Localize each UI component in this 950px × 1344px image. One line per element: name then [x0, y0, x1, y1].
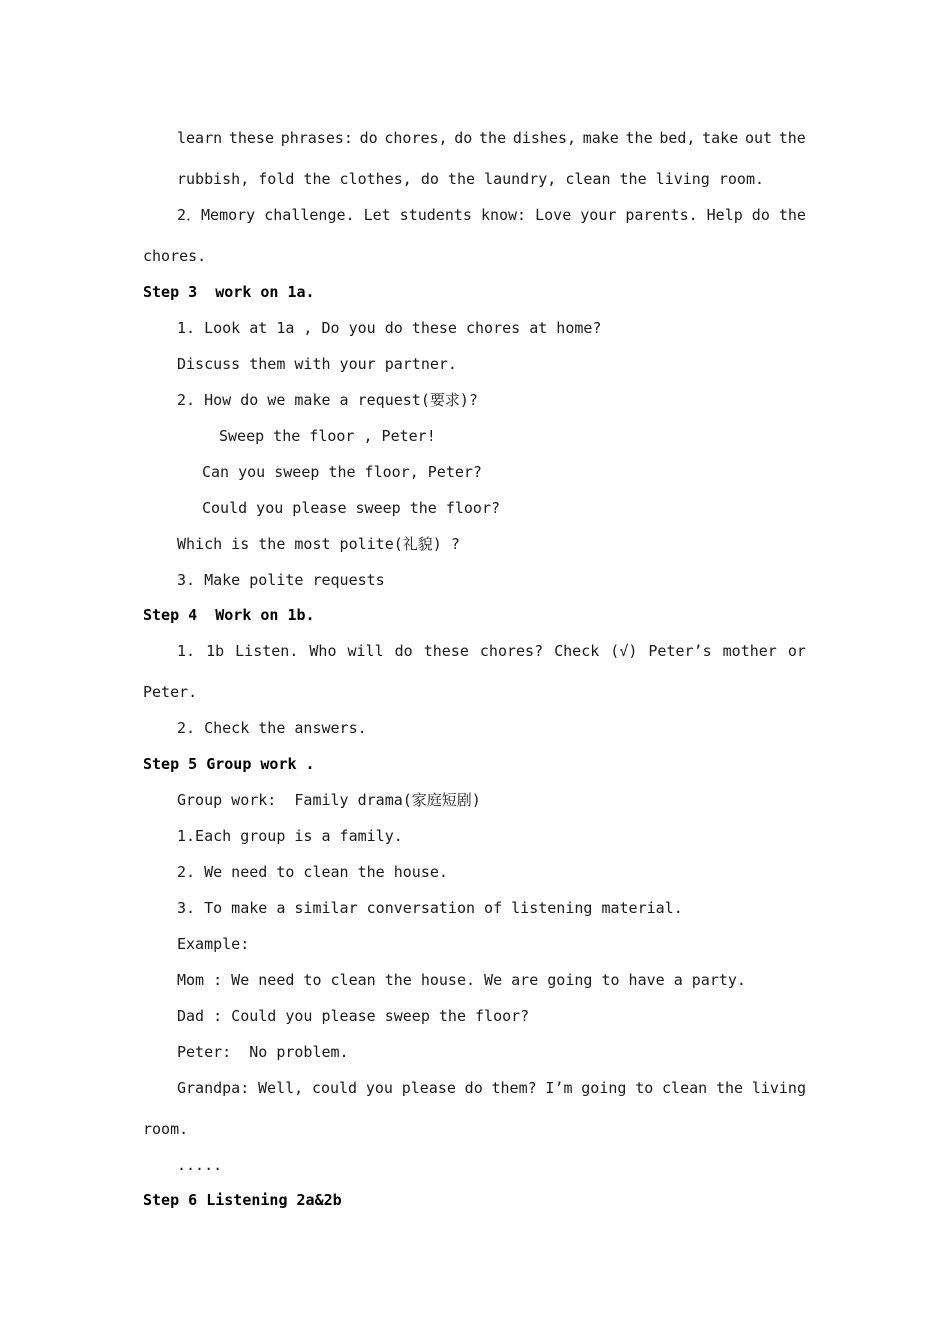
dialogue-peter: Peter: No problem. — [177, 1043, 349, 1061]
word: the — [479, 129, 507, 147]
word: Grandpa: — [177, 1079, 250, 1097]
word: challenge. — [264, 206, 355, 224]
dialogue-ellipsis: ..... — [177, 1156, 223, 1174]
word: I’m — [545, 1079, 573, 1097]
request-example-2: Can you sweep the floor, Peter? — [202, 463, 482, 481]
request-example-1: Sweep the floor , Peter! — [219, 427, 436, 445]
word: could — [311, 1079, 358, 1097]
step3-item-3: 3. Make polite requests — [177, 571, 385, 589]
word: Peter’s — [648, 642, 712, 660]
word: or — [787, 642, 806, 660]
word: them? — [491, 1079, 537, 1097]
word: your — [580, 206, 617, 224]
example-label: Example: — [177, 935, 250, 953]
memory-challenge-line-1 — [177, 205, 806, 225]
word: 1. — [177, 642, 196, 660]
word: take — [702, 129, 739, 147]
word: living — [751, 1079, 806, 1097]
word: chores, — [384, 129, 448, 147]
dialogue-grandpa-line-2: room. — [143, 1120, 189, 1138]
dialogue-grandpa-line-1 — [177, 1078, 806, 1098]
word: out — [744, 129, 773, 147]
word: know: — [480, 206, 527, 224]
word: do — [454, 129, 473, 147]
word: dishes, — [512, 129, 577, 147]
word: do — [359, 129, 378, 147]
word: learn — [177, 129, 223, 147]
step5-item-2: 2. We need to clean the house. — [177, 863, 448, 881]
memory-challenge-line-2: chores. — [143, 247, 207, 265]
word: Well, — [258, 1079, 304, 1097]
phrases-line-2: rubbish, fold the clothes, do the laundry, clean the living room. — [177, 170, 764, 188]
word: Help — [706, 206, 743, 224]
word: chores? — [479, 642, 544, 660]
polite-question: Which is the most polite(礼貌) ? — [177, 535, 460, 553]
step6-heading: Step 6 Listening 2a&2b — [143, 1191, 342, 1209]
word: 1b — [206, 642, 225, 660]
word: you — [365, 1079, 393, 1097]
word: will — [347, 642, 384, 660]
word: mother — [722, 642, 777, 660]
word: do — [751, 206, 770, 224]
word: students — [399, 206, 472, 224]
word: phrases: — [280, 129, 353, 147]
word: Listen. — [235, 642, 299, 660]
word: going — [581, 1079, 627, 1097]
step3-item-2: 2. How do we make a request(要求)? — [177, 391, 478, 409]
word: these — [228, 129, 274, 147]
phrases-line-1 — [177, 128, 806, 148]
word: do — [464, 1079, 483, 1097]
word: the — [778, 206, 806, 224]
word: to — [635, 1079, 654, 1097]
step5-item-1: 1.Each group is a family. — [177, 827, 403, 845]
word: (√) — [610, 642, 638, 660]
word: do — [394, 642, 413, 660]
step4-item-2: 2. Check the answers. — [177, 719, 367, 737]
step5-heading: Step 5 Group work . — [143, 755, 315, 773]
step4-heading: Step 4 Work on 1b. — [143, 606, 315, 624]
word: parents. — [625, 206, 698, 224]
step5-item-3: 3. To make a similar conversation of listening material. — [177, 899, 683, 917]
word: clean — [662, 1079, 708, 1097]
word: Let — [363, 206, 391, 224]
dialogue-mom: Mom : We need to clean the house. We are going to have a party. — [177, 971, 746, 989]
word: Check — [554, 642, 600, 660]
step3-item-1-continued: Discuss them with your partner. — [177, 355, 457, 373]
request-example-3: Could you please sweep the floor? — [202, 499, 501, 517]
word: please — [401, 1079, 456, 1097]
group-work-intro: Group work: Family drama(家庭短剧) — [177, 791, 481, 809]
word: the — [715, 1079, 744, 1097]
dialogue-dad: Dad : Could you please sweep the floor? — [177, 1007, 530, 1025]
step3-heading: Step 3 work on 1a. — [143, 283, 315, 301]
word: the — [778, 129, 806, 147]
word: Love — [535, 206, 572, 224]
word: Who — [309, 642, 337, 660]
word: the — [625, 129, 653, 147]
word: these — [423, 642, 469, 660]
word: bed, — [659, 129, 696, 147]
word: make — [582, 129, 619, 147]
step3-item-1: 1. Look at 1a , Do you do these chores at home? — [177, 319, 602, 337]
word: 2．Memory — [177, 206, 256, 224]
step4-item-1-line-2: Peter. — [143, 683, 198, 701]
step4-item-1-line-1 — [177, 641, 806, 661]
